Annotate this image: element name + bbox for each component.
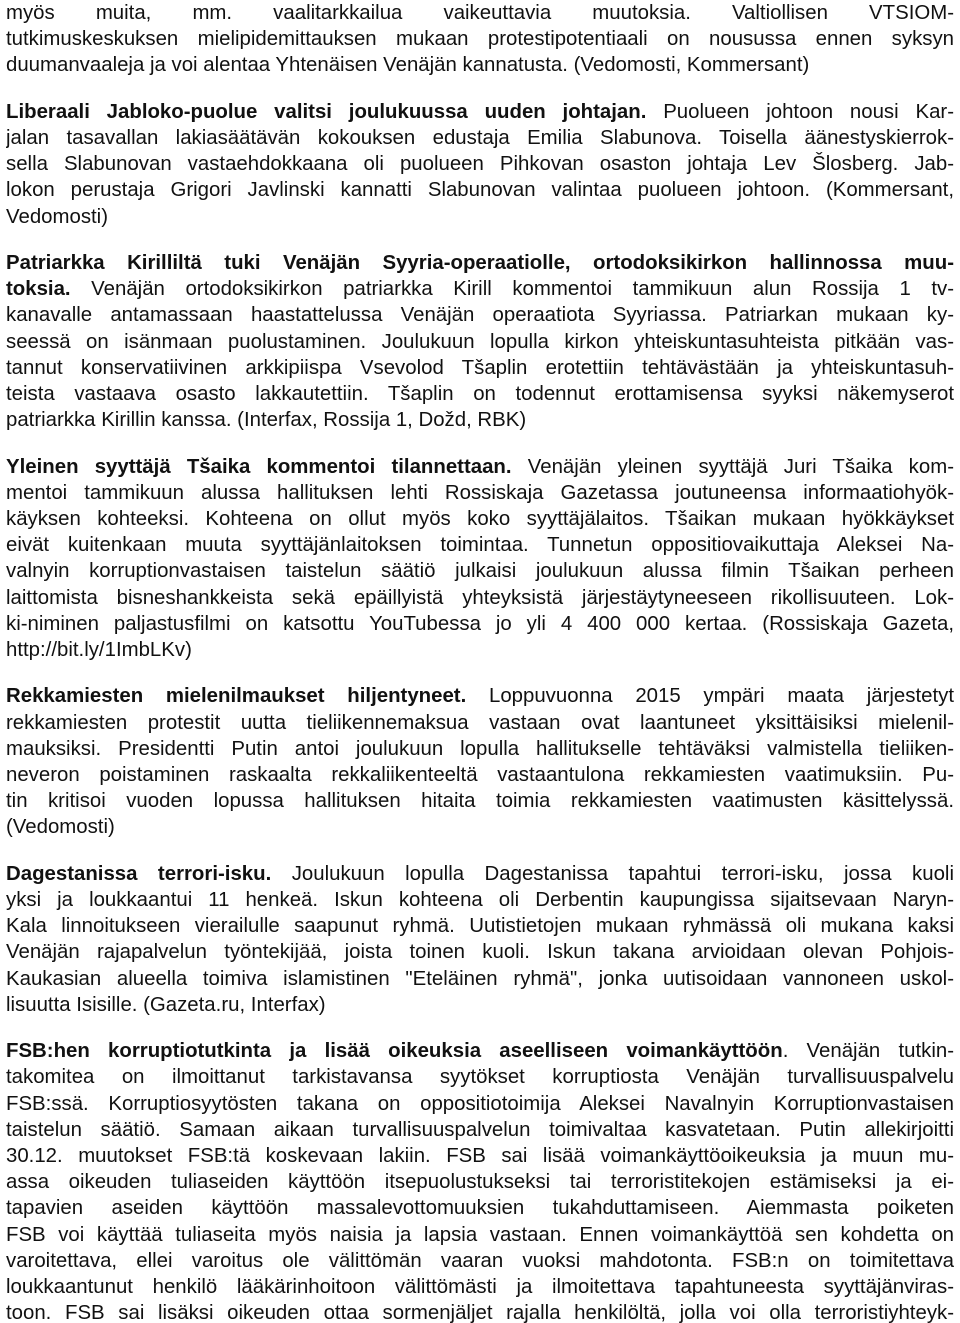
text-line (6, 99, 954, 125)
body-text: patriarkka Kirillin kanssa. (Interfax, Rossija 1, Dožd, RBK) (6, 409, 527, 432)
text-line (6, 0, 954, 26)
text-line (6, 381, 954, 407)
text-line (6, 454, 954, 480)
text-line (6, 939, 954, 965)
body-text: käyksen kohteeksi. Kohteena on ollut myös koko syyttäjälaitos. Tšaikan mukaan hyökkäykset (6, 508, 954, 530)
body-text: neveron poistaminen raskaalta rekkaliikenteeltä vastaantulona rekkamiesten vaatimuksiin. Pu- (6, 764, 954, 786)
body-text: Vedomosti) (6, 205, 109, 228)
headline-text: Patriarkka Kirilliltä tuki Venäjän Syyria-operaatiolle, ortodoksikirkon hallinnossa muu- (6, 252, 954, 274)
body-text: Puolueen johtoon nousi Kar- (646, 100, 954, 123)
body-text: Kaukasian alueella toimiva islamistinen "Eteläinen ryhmä", jonka uutisoidaan vannoneen uskol- (6, 967, 954, 990)
text-line (6, 1064, 954, 1090)
text-line (6, 407, 954, 433)
body-text: . Venäjän tutkin- (782, 1040, 954, 1063)
body-text: teista vastaava osasto lakkautettiin. Tšaplin on todennut erottamisensa syyksi näkemyserot (6, 383, 954, 405)
body-text: lisuutta Isisille. (Gazeta.ru, Interfax) (6, 993, 326, 1016)
text-line (6, 710, 954, 736)
text-line (6, 204, 954, 230)
body-text: (Vedomosti) (6, 816, 115, 839)
text-line (6, 913, 954, 939)
body-text: eivät kuitenkaan muuta syyttäjänlaitoksen toimintaa. Tunnetun oppositiovaikuttaja Aleksei Na- (6, 534, 954, 557)
body-text: lokon perustaja Grigori Javlinski kannatti Slabunovan valintaa puolueen johtoon. (Kommersant, (6, 179, 954, 202)
headline-text: toksia. (6, 278, 71, 301)
text-line (6, 329, 954, 355)
body-text: tapavien aseiden käyttöön massalevottomuuksien tukahduttamiseen. Aiemmasta poiketen (6, 1197, 954, 1220)
body-text: ki-niminen paljastusfilmi on katsottu YouTubessa jo yli 4 400 000 kertaa. (Rossiskaja Gazeta, (6, 612, 954, 635)
body-text: seessä on isänmaan puolustaminen. Joulukuun lopulla kirkon yhteiskuntasuhteista pitkään vas- (6, 330, 954, 353)
text-line (6, 1195, 954, 1221)
body-text: Loppuvuonna 2015 ympäri maata järjestetyt (466, 685, 954, 708)
text-line (6, 1169, 954, 1195)
body-text: FSB:ssä. Korruptiosyytösten takana on oppositiotoimija Aleksei Navalnyin Korruptionvastaisen (6, 1092, 954, 1115)
body-text: sella Slabunovan vastaehdokkaana oli puolueen Pihkovan osaston johtaja Lev Šlosberg. Jab- (6, 153, 954, 176)
headline-text: Dagestanissa terrori-isku. (6, 862, 272, 885)
text-line (6, 1038, 954, 1064)
text-line (6, 1117, 954, 1143)
body-text: Venäjän ortodoksikirkon patriarkka Kirill kommentoi tammikuun alun Rossija 1 tv- (70, 278, 954, 301)
text-line (6, 992, 954, 1018)
headline-text: Yleinen syyttäjä Tšaika kommentoi tilannettaan. (6, 455, 512, 478)
text-line (6, 736, 954, 762)
text-line (6, 1300, 954, 1323)
text-line (6, 480, 954, 506)
text-line (6, 788, 954, 814)
text-line (6, 250, 954, 276)
body-text: 30.12. muutokset FSB:tä koskevaan lakiin. FSB sai lisää voimankäyttöoikeuksia ja muun mu- (6, 1145, 954, 1167)
text-line (6, 177, 954, 203)
body-text: loukkaantunut henkilö lääkärinhoitoon välittömästi ja ilmoitettava tapahtuneesta syyttäjänviras- (6, 1276, 954, 1298)
body-text: laittomista bisneshankkeista sekä epäillyistä yhteyksistä järjestäytyneeseen rikollisuuteen. Lok- (6, 586, 954, 609)
headline-text: Rekkamiesten mielenilmaukset hiljentyneet. (6, 685, 467, 708)
body-text: mentoi tammikuun alussa hallituksen lehti Rossiskaja Gazetassa joutuneensa informaatiohyök- (6, 481, 954, 504)
text-line (6, 1091, 954, 1117)
text-line (6, 1143, 954, 1169)
body-text: http://bit.ly/1ImbLKv) (6, 639, 192, 661)
body-text: tannut konservatiivinen arkkipiispa Vsevolod Tšaplin erotettiin tehtävästään ja yhteiskuntasuh- (6, 356, 954, 379)
text-line (6, 762, 954, 788)
text-line (6, 637, 954, 663)
text-line (6, 814, 954, 840)
body-text: tutkimuskeskuksen mielipidemittauksen mukaan protestipotentiaali on nousussa ennen syksyn (6, 28, 954, 51)
text-line (6, 151, 954, 177)
body-text: tin kritisoi vuoden lopussa hallituksen hitaita toimia rekkamiesten vaatimusten käsittelyssä. (6, 790, 954, 813)
text-line (6, 302, 954, 328)
text-line (6, 125, 954, 151)
body-text: Joulukuun lopulla Dagestanissa tapahtui terrori-isku, jossa kuoli (271, 862, 954, 885)
text-line (6, 276, 954, 302)
body-text: kanavalle antamassaan haastattelussa Venäjän operaatiota Syyriassa. Patriarkan mukaan ky- (6, 304, 954, 327)
text-line (6, 355, 954, 381)
text-line (6, 26, 954, 52)
text-line (6, 1222, 954, 1248)
body-text: duumanvaaleja ja voi alentaa Yhtenäisen Venäjän kannatusta. (Vedomosti, Kommersant) (6, 54, 810, 77)
text-line (6, 611, 954, 637)
text-line (6, 506, 954, 532)
body-text: toon. FSB sai lisäksi oikeuden ottaa sormenjäljet rajalla henkilöltä, jolla voi olla terroristiyhteyk- (6, 1302, 954, 1323)
text-line (6, 52, 954, 78)
body-text: yksi ja loukkaantui 11 henkeä. Iskun kohteena oli Derbentin kaupungissa sijaitsevaan Naryn- (6, 889, 954, 911)
body-text: myös muita, mm. vaalitarkkailua vaikeuttavia muutoksia. Valtiollisen VTSIOM- (6, 2, 954, 24)
text-line (6, 861, 954, 887)
headline-text: Liberaali Jabloko-puolue valitsi joulukuussa uuden johtajan. (6, 100, 647, 123)
body-text: Venäjän yleinen syyttäjä Juri Tšaika kom- (511, 455, 954, 478)
text-line (6, 887, 954, 913)
headline-text: FSB:hen korruptiotutkinta ja lisää oikeuksia aseelliseen voimankäyttöön (6, 1040, 783, 1063)
body-text: Venäjän rajapalvelun työntekijää, joista toinen kuoli. Iskun takana arvioidaan olevan Pohjois- (6, 941, 954, 964)
body-text: mauksiksi. Presidentti Putin antoi joulukuun lopulla hallitukselle tehtäväksi valmistella tieliiken- (6, 737, 954, 760)
text-line (6, 683, 954, 709)
body-text: varoitettava, ellei varoitus ole välittömän vaaran vuoksi mahdotonta. FSB:n on toimitettava (6, 1249, 954, 1272)
text-line (6, 966, 954, 992)
text-line (6, 558, 954, 584)
text-line (6, 532, 954, 558)
body-text: jalan tasavallan lakiasäätävän kokouksen edustaja Emilia Slabunova. Toisella äänestyskierrok- (6, 127, 954, 149)
body-text: assa oikeuden tuliaseiden käyttöön itsepuolustukseksi tai terroristitekojen estämiseksi ja ei- (6, 1171, 954, 1194)
body-text: rekkamiesten protestit uutta tieliikennemaksua vastaan ovat laantuneet yksittäisiksi mielenil- (6, 711, 954, 734)
body-text: taistelun säätiö. Samaan aikaan turvallisuuspalvelun toimivaltaa kasvatetaan. Putin allekirjoitti (6, 1118, 954, 1141)
text-line (6, 1248, 954, 1274)
text-line (6, 585, 954, 611)
body-text: Kala linnoitukseen vierailulle saapunut ryhmä. Uutistietojen mukaan ryhmässä oli mukana kaksi (6, 915, 954, 938)
text-line (6, 1274, 954, 1300)
body-text: takomitea on ilmoittanut tarkistavansa syytökset korruptiosta Venäjän turvallisuuspalvelu (6, 1066, 954, 1089)
body-text: FSB voi käyttää tuliaseita myös naisia ja lapsia vastaan. Ennen voimankäyttöä sen kohdetta on (6, 1223, 954, 1246)
body-text: valnyin korruptionvastaisen taistelun säätiö julkaisi joulukuun alussa filmin Tšaikan perheen (6, 560, 954, 583)
